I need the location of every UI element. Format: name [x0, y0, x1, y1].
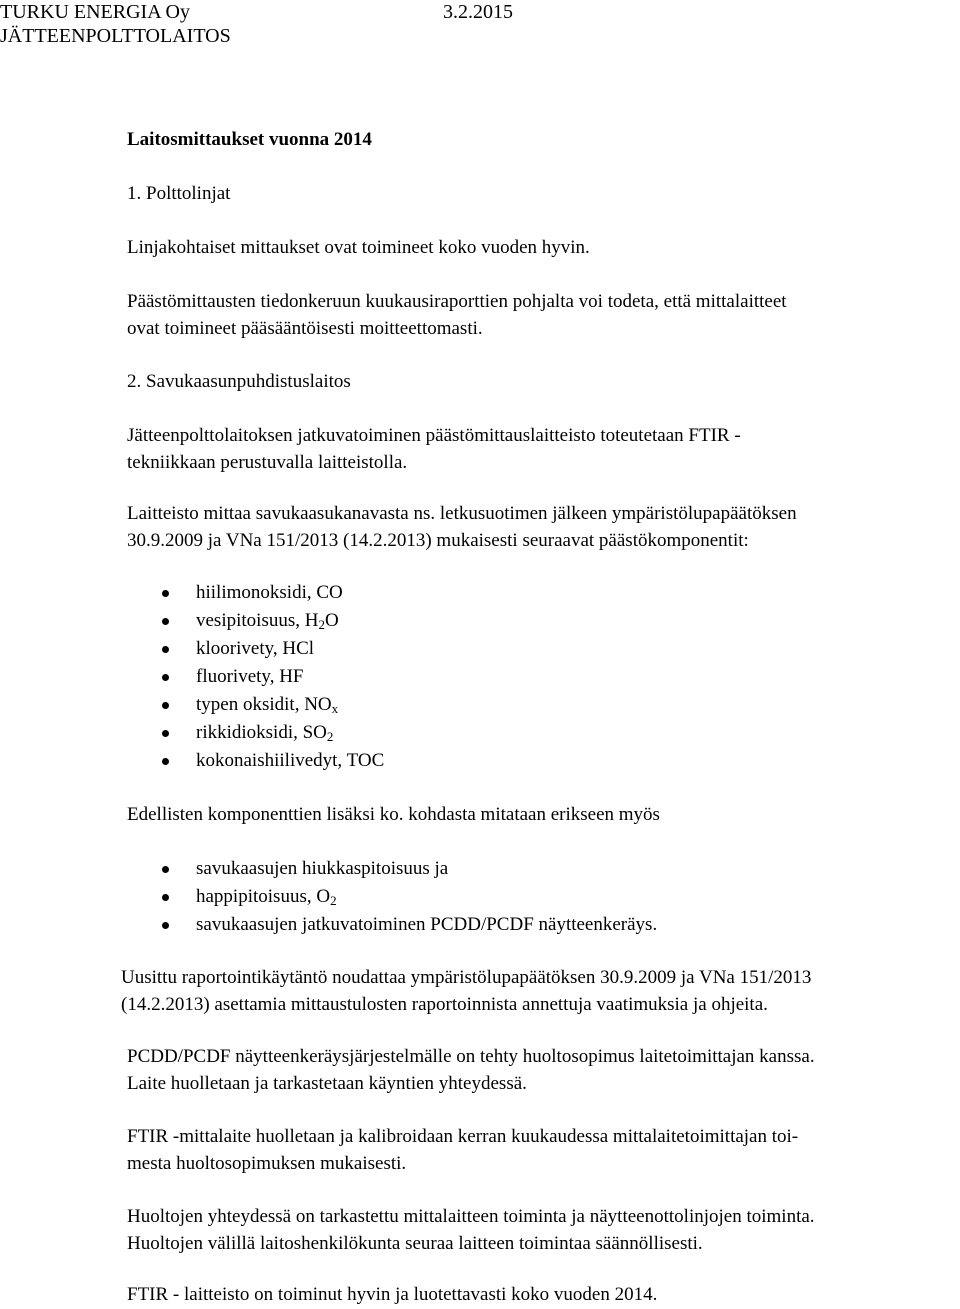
list-item: happipitoisuus, $O_2$	[196, 883, 657, 911]
paragraph-7-line-1: PCDD/PCDF näytteenkeräysjärjestelmälle on tehty huoltosopimus laitetoimittajan kanssa.	[127, 1046, 815, 1067]
list-item: vesipitoisuus, $H_2O$	[196, 607, 384, 635]
paragraph-9-line-2: Huoltojen välillä laitoshenkilökunta seuraa laitteen toimintaa säännöllisesti.	[127, 1233, 703, 1254]
header-date: 3.2.2015	[443, 1, 513, 23]
paragraph-4-line-2: 30.9.2009 ja VNa 151/2013 (14.2.2013) mukaisesti seuraavat päästökomponentit:	[127, 530, 749, 551]
list-item: savukaasujen hiukkaspitoisuus ja	[196, 855, 657, 883]
list-item: typen oksidit, $NO_x$	[196, 691, 384, 719]
doc-title: Laitosmittaukset vuonna 2014	[127, 129, 372, 150]
paragraph-2-line-1: Päästömittausten tiedonkeruun kuukausiraporttien pohjalta voi todeta, että mittalaitteet	[127, 291, 787, 312]
extras-list	[196, 855, 657, 939]
paragraph-1: Linjakohtaiset mittaukset ovat toimineet koko vuoden hyvin.	[127, 237, 590, 258]
paragraph-2-line-2: ovat toimineet pääsääntöisesti moitteettomasti.	[127, 318, 483, 339]
paragraph-5: Edellisten komponenttien lisäksi ko. kohdasta mitataan erikseen myös	[127, 804, 660, 825]
paragraph-3-line-1: Jätteenpolttolaitoksen jatkuvatoiminen päästömittauslaitteisto toteutetaan FTIR -	[127, 425, 741, 446]
section-1-heading: 1. Polttolinjat	[127, 183, 231, 204]
list-item: kokonaishiilivedyt, TOC	[196, 747, 384, 775]
paragraph-4-line-1: Laitteisto mittaa savukaasukanavasta ns. letkusuotimen jälkeen ympäristölupapäätöksen	[127, 503, 797, 524]
paragraph-8-line-1: FTIR -mittalaite huolletaan ja kalibroidaan kerran kuukaudessa mittalaitetoimittajan toi-	[127, 1126, 799, 1147]
paragraph-9-line-1: Huoltojen yhteydessä on tarkastettu mittalaitteen toiminta ja näytteenottolinjojen toiminta.	[127, 1206, 815, 1227]
list-item: fluorivety, HF	[196, 663, 384, 691]
paragraph-3-line-2: tekniikkaan perustuvalla laitteistolla.	[127, 452, 408, 473]
plant-name: JÄTTEENPOLTTOLAITOS	[0, 25, 231, 47]
paragraph-6-line-2: (14.2.2013) asettamia mittaustulosten raportoinnista annettuja vaatimuksia ja ohjeita.	[121, 994, 768, 1015]
paragraph-8-line-2: mesta huoltosopimuksen mukaisesti.	[127, 1153, 407, 1174]
company-name: TURKU ENERGIA Oy	[0, 1, 190, 23]
list-item: rikkidioksidi, $SO_2$	[196, 719, 384, 747]
list-item: savukaasujen jatkuvatoiminen PCDD/PCDF näytteenkeräys.	[196, 911, 657, 939]
paragraph-6-line-1: Uusittu raportointikäytäntö noudattaa ympäristölupapäätöksen 30.9.2009 ja VNa 151/2013	[121, 967, 812, 988]
paragraph-7-line-2: Laite huolletaan ja tarkastetaan käyntien yhteydessä.	[127, 1073, 527, 1094]
list-item: hiilimonoksidi, CO	[196, 579, 384, 607]
paragraph-10: FTIR - laitteisto on toiminut hyvin ja luotettavasti koko vuoden 2014.	[127, 1284, 658, 1305]
section-2-heading: 2. Savukaasunpuhdistuslaitos	[127, 371, 351, 392]
list-item: kloorivety, HCl	[196, 635, 384, 663]
components-list	[196, 579, 384, 775]
